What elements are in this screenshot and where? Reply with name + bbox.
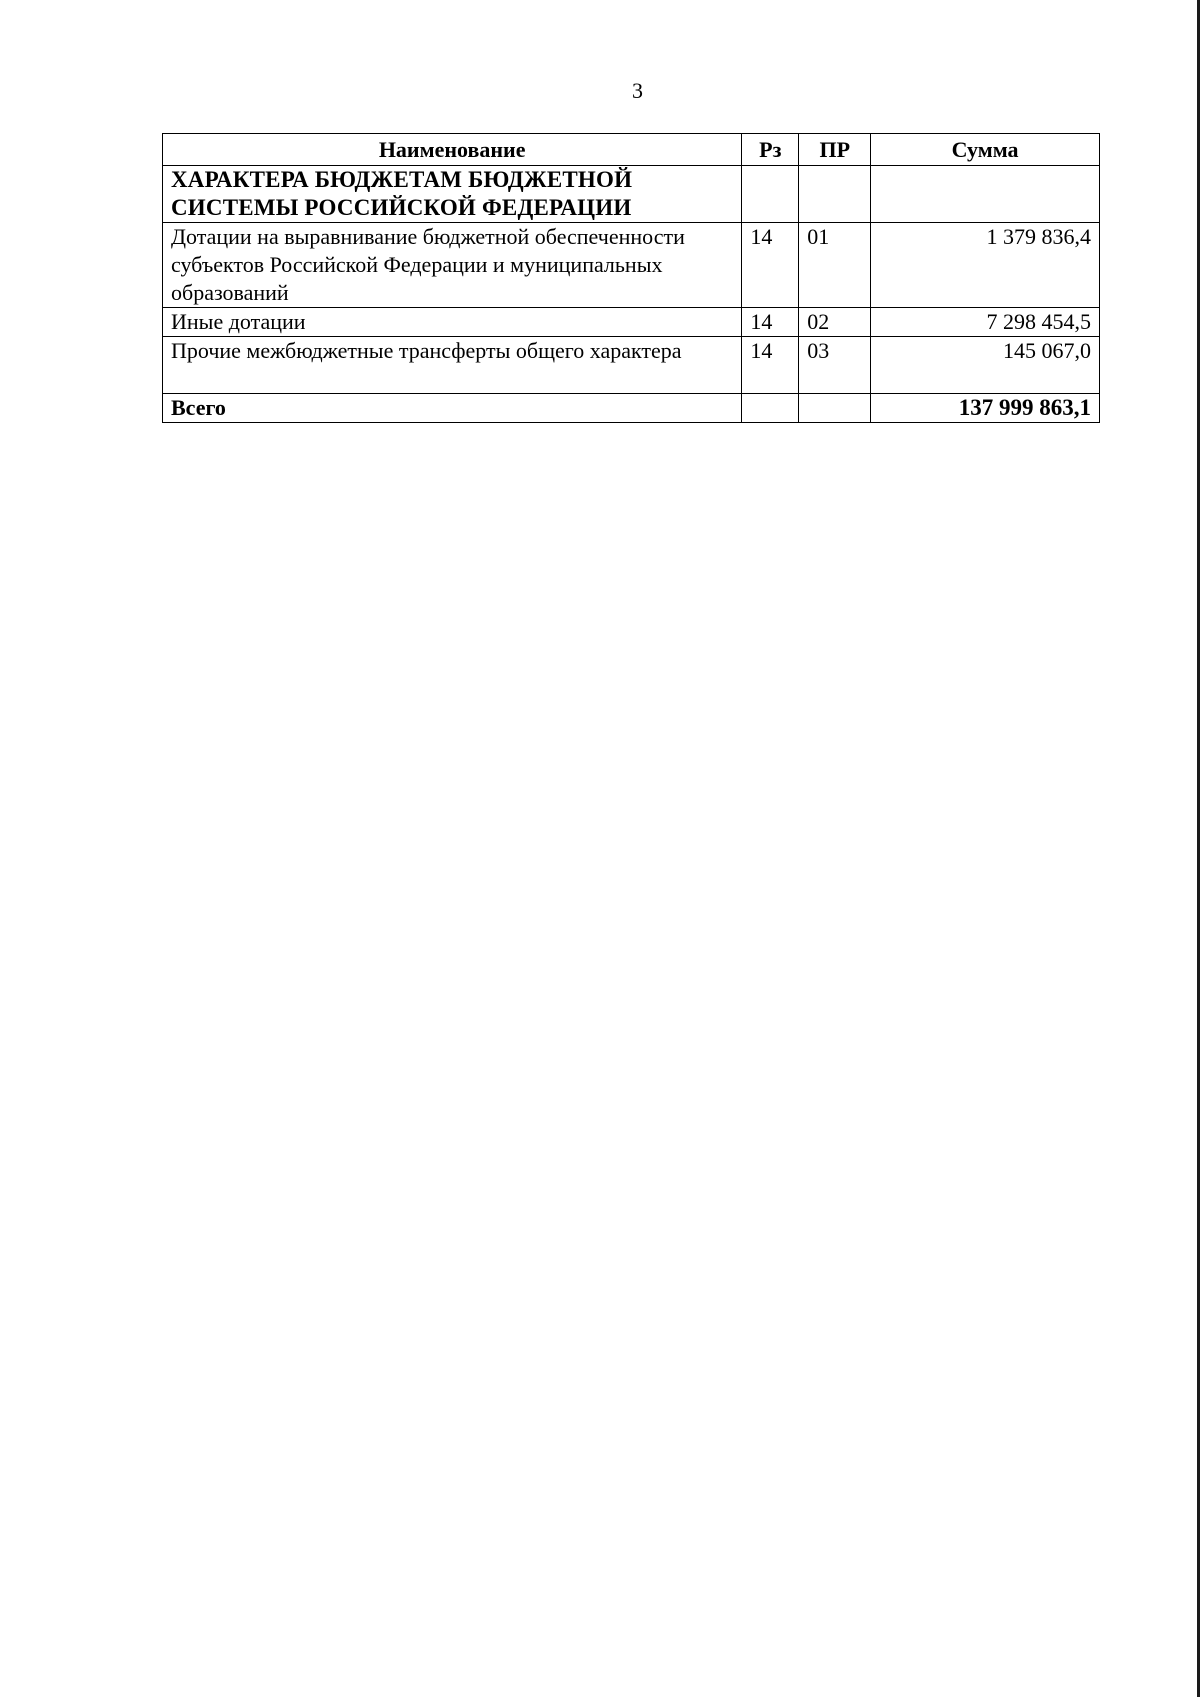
row-pr: 03 [799, 337, 871, 394]
section-sum-empty [871, 166, 1100, 223]
budget-table [162, 133, 1100, 423]
row-sum: 7 298 454,5 [871, 308, 1100, 337]
row-sum: 1 379 836,4 [871, 223, 1100, 308]
total-rz-empty [742, 394, 799, 423]
row-rz: 14 [742, 223, 799, 308]
header-rz: Рз [742, 134, 799, 166]
row-rz: 14 [742, 337, 799, 394]
section-pr-empty [799, 166, 871, 223]
header-pr: ПР [799, 134, 871, 166]
section-title: ХАРАКТЕРА БЮДЖЕТАМ БЮДЖЕТНОЙ СИСТЕМЫ РОССИЙСКОЙ ФЕДЕРАЦИИ [163, 166, 742, 223]
row-pr: 02 [799, 308, 871, 337]
row-pr: 01 [799, 223, 871, 308]
table-row [163, 308, 1100, 337]
header-sum: Сумма [871, 134, 1100, 166]
total-row [163, 394, 1100, 423]
row-name: Иные дотации [163, 308, 742, 337]
header-name: Наименование [163, 134, 742, 166]
row-name: Дотации на выравнивание бюджетной обеспеченности субъектов Российской Федерации и муниципальных образований [163, 223, 742, 308]
page-number: 3 [632, 78, 643, 103]
section-row [163, 166, 1100, 223]
row-name: Прочие межбюджетные трансферты общего характера [163, 337, 742, 394]
total-label: Всего [163, 394, 742, 423]
total-sum: 137 999 863,1 [871, 394, 1100, 423]
table-row [163, 337, 1100, 394]
section-rz-empty [742, 166, 799, 223]
table-row [163, 223, 1100, 308]
row-rz: 14 [742, 308, 799, 337]
row-sum: 145 067,0 [871, 337, 1100, 394]
table-header-row [163, 134, 1100, 166]
total-pr-empty [799, 394, 871, 423]
